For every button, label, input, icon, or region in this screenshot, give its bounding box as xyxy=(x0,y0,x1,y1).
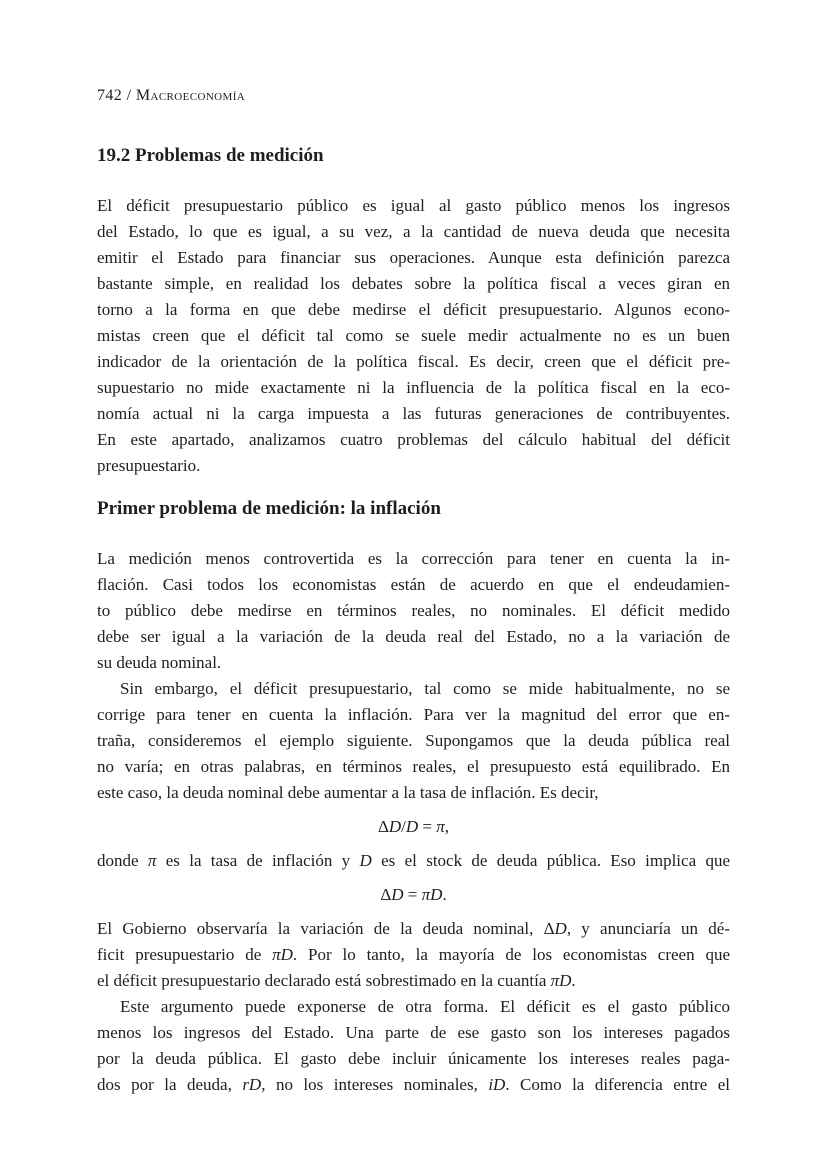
text-segment: no varía; en otras palabras, en términos reales, el presupuesto está equilibrado. En xyxy=(97,757,730,776)
text-line xyxy=(97,676,730,702)
text-segment: = xyxy=(403,885,422,904)
text-segment: El Gobierno observaría la variación de la deuda nominal, Δ xyxy=(97,919,555,938)
text-segment: flación. Casi todos los economistas están de acuerdo en que el endeudamien- xyxy=(97,575,730,594)
text-line xyxy=(97,297,730,323)
text-line xyxy=(97,728,730,754)
text-segment: bastante simple, en realidad los debates sobre la política fiscal a veces giran en xyxy=(97,274,730,293)
math-variable: rD xyxy=(242,1075,262,1094)
subsection-heading: Primer problema de medición: la inflación xyxy=(97,498,441,519)
text-segment: . Como la diferencia entre el xyxy=(505,1075,730,1094)
text-segment: mistas creen que el déficit tal como se suele medir actualmente no es un buen xyxy=(97,326,730,345)
running-head: 742 / Macroeconomía xyxy=(97,87,246,104)
text-line xyxy=(97,942,730,968)
text-segment: traña, consideremos el ejemplo siguiente. Supongamos que la deuda pública real xyxy=(97,731,730,750)
text-segment: ficit presupuestario de xyxy=(97,945,273,964)
text-segment: , no los intereses nominales, xyxy=(261,1075,489,1094)
math-variable: D xyxy=(359,851,372,870)
text-line xyxy=(97,453,730,479)
text-segment: Δ xyxy=(377,817,389,836)
math-variable: πD xyxy=(272,945,293,964)
paragraph-gobierno xyxy=(97,916,730,994)
text-line xyxy=(97,572,730,598)
text-line xyxy=(97,219,730,245)
text-segment: del Estado, lo que es igual, a su vez, a la cantidad de nueva deuda que necesita xyxy=(97,222,730,241)
text-line xyxy=(97,994,730,1020)
text-line xyxy=(97,427,730,453)
text-segment: to público debe medirse en términos reales, no nominales. El déficit medido xyxy=(97,601,730,620)
text-segment: indicador de la orientación de la política fiscal. Es decir, creen que el déficit pre- xyxy=(97,352,730,371)
text-segment: / xyxy=(401,817,406,836)
text-segment: es el stock de deuda pública. Eso implica que xyxy=(371,851,730,870)
text-line xyxy=(97,780,730,806)
text-line xyxy=(97,754,730,780)
text-segment: . xyxy=(571,971,576,990)
text-segment: La medición menos controvertida es la corrección para tener en cuenta la in- xyxy=(97,549,730,568)
math-variable: iD xyxy=(488,1075,506,1094)
text-segment: nomía actual ni la carga impuesta a las futuras generaciones de contribuyentes. xyxy=(97,404,730,423)
text-line xyxy=(97,245,730,271)
text-segment: es la tasa de inflación y xyxy=(156,851,360,870)
text-line xyxy=(97,968,730,994)
text-segment: por la deuda pública. El gasto debe incluir únicamente los intereses reales paga- xyxy=(97,1049,730,1068)
text-segment: el déficit presupuestario declarado está sobrestimado en la cuantía xyxy=(97,971,551,990)
text-segment: su deuda nominal. xyxy=(97,653,222,672)
text-segment: debe ser igual a la variación de la deuda real del Estado, no a la variación de xyxy=(97,627,730,646)
text-segment: = xyxy=(418,817,437,836)
equation-nominal-debt-change xyxy=(97,882,730,908)
text-segment: presupuestario. xyxy=(97,456,201,475)
section-heading: 19.2 Problemas de medición xyxy=(97,145,324,166)
text-line xyxy=(97,349,730,375)
text-line xyxy=(97,546,730,572)
text-line xyxy=(97,916,730,942)
math-variable: π xyxy=(147,851,157,870)
text-segment: corrige para tener en cuenta la inflación. Para ver la magnitud del error que en- xyxy=(97,705,730,724)
math-variable: D xyxy=(405,817,419,836)
equation-inflation-rate xyxy=(97,814,730,840)
text-line xyxy=(97,1020,730,1046)
paragraph-donde xyxy=(97,848,730,874)
text-segment: dos por la deuda, xyxy=(97,1075,243,1094)
paragraph-sin-embargo xyxy=(97,676,730,806)
text-line xyxy=(97,598,730,624)
paragraph-este-argumento xyxy=(97,994,730,1098)
text-segment: supuestario no mide exactamente ni la influencia de la política fiscal en la eco- xyxy=(97,378,730,397)
text-line xyxy=(97,848,730,874)
text-line xyxy=(97,323,730,349)
math-variable: π xyxy=(421,885,431,904)
math-variable: D xyxy=(554,919,567,938)
text-segment: En este apartado, analizamos cuatro problemas del cálculo habitual del déficit xyxy=(97,430,730,449)
text-segment: El déficit presupuestario público es igual al gasto público menos los ingresos xyxy=(97,196,730,215)
text-line xyxy=(97,401,730,427)
text-segment: , y anunciaría un dé- xyxy=(566,919,730,938)
text-segment: torno a la forma en que debe medirse el déficit presupuestario. Algunos econo- xyxy=(97,300,730,319)
text-segment: . Por lo tanto, la mayoría de los economistas creen que xyxy=(292,945,731,964)
text-line xyxy=(97,193,730,219)
text-segment: . xyxy=(442,885,447,904)
math-variable: D xyxy=(430,885,443,904)
paragraph-deficit-definition xyxy=(97,193,730,479)
math-variable: D xyxy=(391,885,404,904)
paragraph-inflation-correction xyxy=(97,546,730,676)
text-line xyxy=(97,271,730,297)
text-segment: este caso, la deuda nominal debe aumentar a la tasa de inflación. Es decir, xyxy=(97,783,599,802)
text-segment: , xyxy=(444,817,450,836)
text-line xyxy=(97,375,730,401)
text-line xyxy=(97,650,730,676)
text-segment: emitir el Estado para financiar sus operaciones. Aunque esta definición parezca xyxy=(97,248,730,267)
math-variable: D xyxy=(388,817,402,836)
text-segment: menos los ingresos del Estado. Una parte de ese gasto son los intereses pagados xyxy=(97,1023,730,1042)
text-segment: Sin embargo, el déficit presupuestario, tal como se mide habitualmente, no se xyxy=(120,679,730,698)
math-variable: πD xyxy=(550,971,572,990)
text-segment: Δ xyxy=(380,885,392,904)
text-line xyxy=(97,702,730,728)
text-segment: Este argumento puede exponerse de otra forma. El déficit es el gasto público xyxy=(120,997,730,1016)
text-line xyxy=(97,1046,730,1072)
math-variable: π xyxy=(436,817,445,836)
text-segment: donde xyxy=(97,851,148,870)
text-line xyxy=(97,1072,730,1098)
text-line xyxy=(97,624,730,650)
